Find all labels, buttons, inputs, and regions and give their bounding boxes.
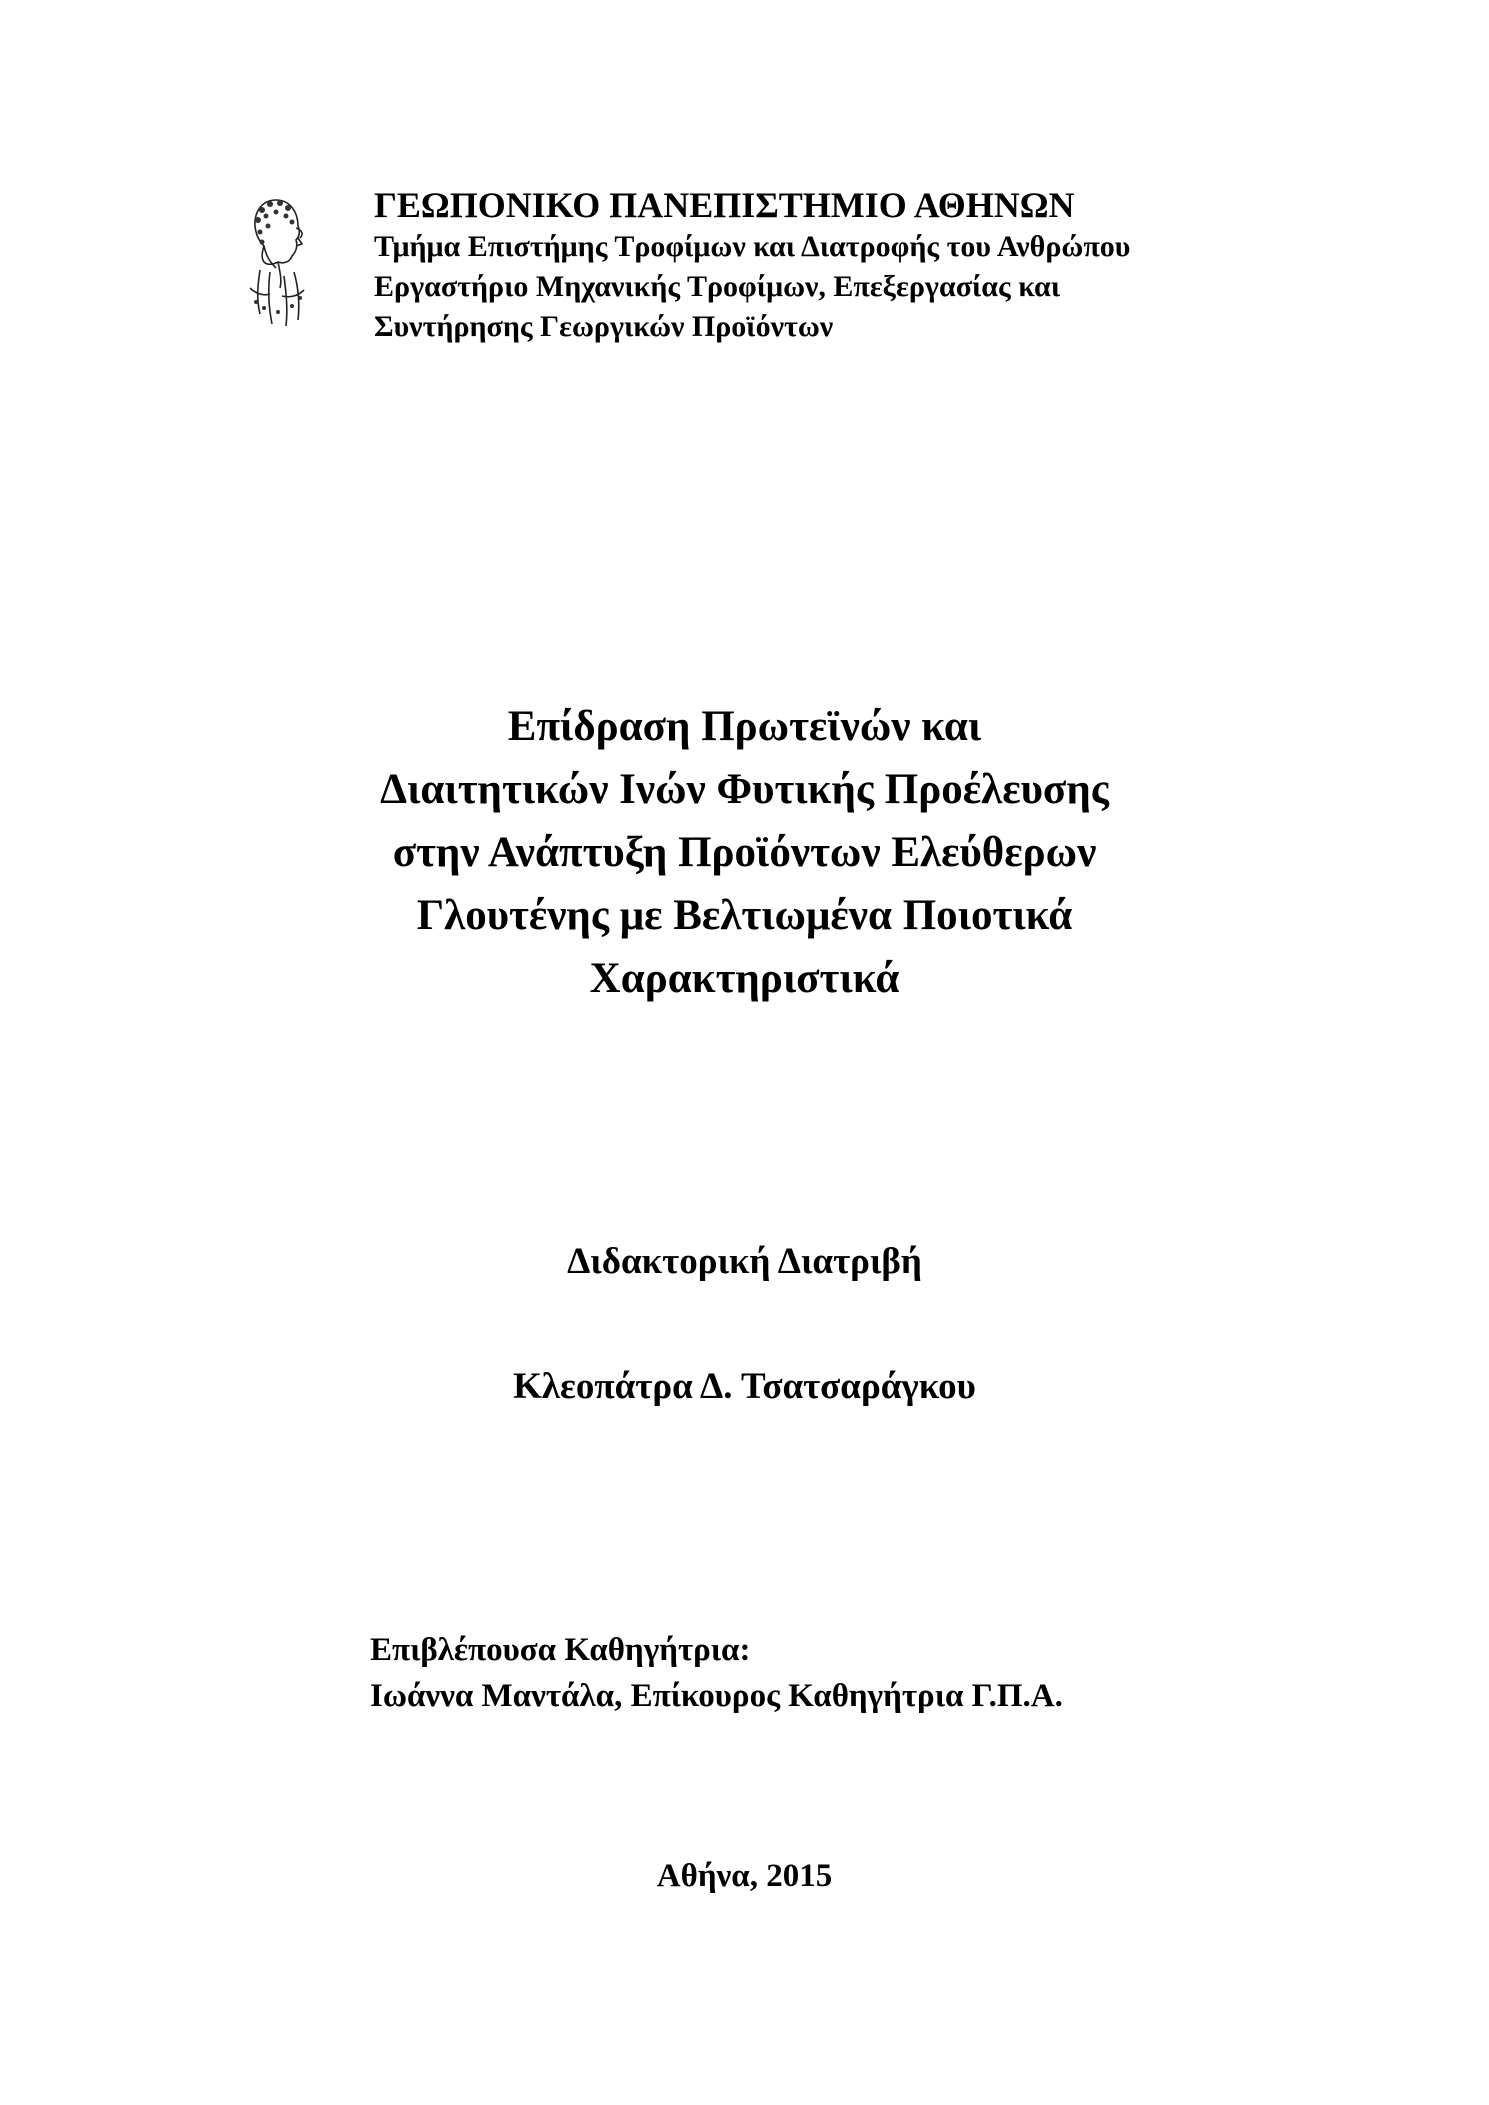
institution-header (374, 183, 1130, 347)
document-type: Διδακτορική Διατριβή (567, 1241, 922, 1282)
supervisor-label: Επιβλέπουσα Καθηγήτρια: (370, 1632, 751, 1668)
laboratory-name-line-2: Συντήρησης Γεωργικών Προϊόντων (374, 310, 834, 343)
title-line: Επίδραση Πρωτεϊνών και (507, 703, 982, 750)
supervisor-name: Ιωάννα Μαντάλα, Επίκουρος Καθηγήτρια Γ.Π.Α. (370, 1678, 1063, 1714)
institution-name: ΓΕΩΠΟΝΙΚΟ ΠΑΝΕΠΙΣΤΗΜΙΟ ΑΘΗΝΩΝ (374, 185, 1075, 225)
title-line: Γλουτένης με Βελτιωμένα Ποιοτικά (416, 892, 1073, 939)
author-name: Κλεοπάτρα Δ. Τσατσαράγκου (513, 1366, 976, 1407)
title-line: Χαρακτηριστικά (589, 955, 900, 1002)
place-and-date: Αθήνα, 2015 (656, 1858, 833, 1894)
university-emblem-icon (240, 192, 312, 332)
department-name: Τμήμα Επιστήμης Τροφίμων και Διατροφής του Ανθρώπου (374, 230, 1131, 263)
thesis-title (0, 695, 1489, 1010)
title-line: Διαιτητικών Ινών Φυτικής Προέλευσης (380, 766, 1109, 813)
laboratory-name-line-1: Εργαστήριο Μηχανικής Τροφίμων, Επεξεργασίας και (374, 270, 1061, 303)
supervisor-block (370, 1627, 1063, 1719)
title-line: στην Ανάπτυξη Προϊόντων Ελεύθερων (392, 829, 1097, 876)
